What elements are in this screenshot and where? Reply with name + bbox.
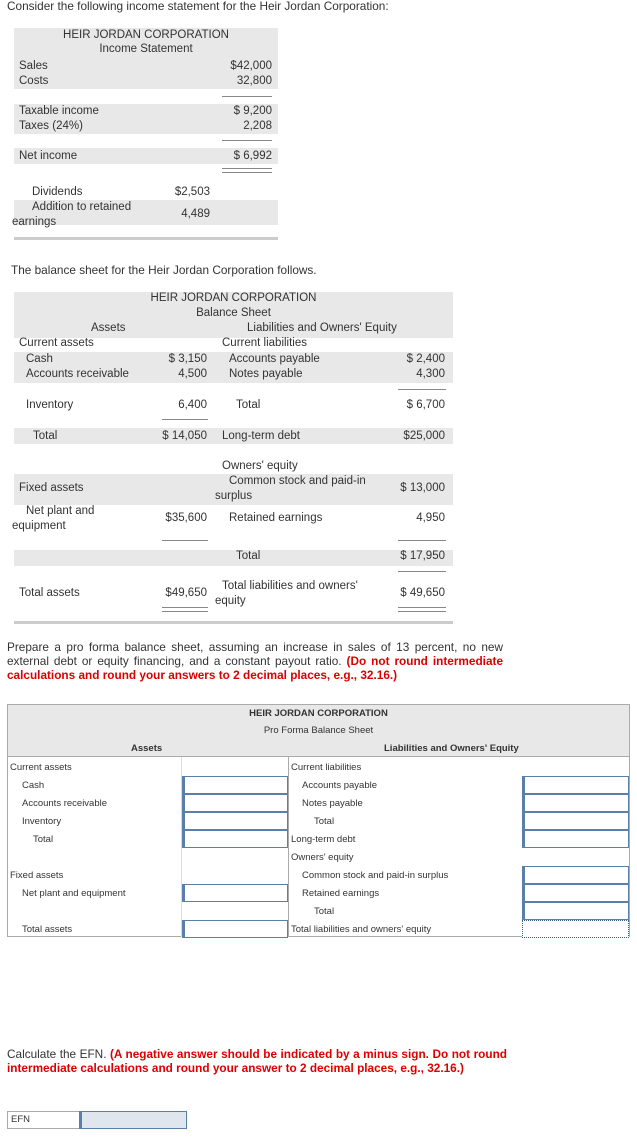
pf-ca-total-field[interactable] [185, 831, 287, 847]
current-liabilities-label: Current liabilities [222, 337, 308, 349]
intro-balance-text: The balance sheet for the Heir Jordan Corporation follows. [11, 263, 317, 277]
pf-re-label: Retained earnings [302, 888, 380, 899]
income-company: HEIR JORDAN CORPORATION [63, 29, 229, 41]
bs-inv-label: Inventory [26, 399, 74, 411]
bs-ta-label: Total assets [19, 587, 80, 599]
pf-npe-input[interactable] [182, 884, 288, 902]
bs-ca-total-value: $ 14,050 [162, 430, 207, 442]
bs-cash-value: $ 3,150 [168, 353, 207, 365]
pf-cs-input[interactable] [522, 866, 629, 884]
efn-label: EFN [11, 1114, 30, 1125]
dividends-label: Dividends [32, 186, 83, 198]
pf-ltd-field[interactable] [525, 831, 628, 847]
pf-tle-input[interactable] [522, 920, 629, 938]
intro-income-text: Consider the following income statement for the Heir Jordan Corporation: [7, 0, 389, 13]
bs-cash-label: Cash [26, 353, 53, 365]
pf-np-field[interactable] [525, 795, 628, 811]
taxable-value: $ 9,200 [233, 105, 272, 117]
pf-current-liabilities: Current liabilities [291, 762, 362, 773]
pf-ap-input[interactable] [522, 776, 629, 794]
sales-value: $42,000 [230, 60, 272, 72]
pf-inv-label: Inventory [22, 816, 62, 827]
balance-liab-header: Liabilities and Owners' Equity [247, 322, 397, 334]
dividends-value: $2,503 [174, 186, 210, 198]
pf-ar-label: Accounts receivable [22, 798, 108, 809]
bs-fixed-label: Fixed assets [19, 482, 84, 494]
pf-ap-label: Accounts payable [302, 780, 377, 791]
bs-ltd-value: $25,000 [403, 430, 445, 442]
proforma-assets-header: Assets [131, 743, 163, 754]
pf-oe-total-label: Total [314, 906, 335, 917]
pf-ar-input[interactable] [182, 794, 288, 812]
pf-inv-input[interactable] [182, 812, 288, 830]
pf-cs-field[interactable] [525, 867, 628, 883]
pf-cs-label: Common stock and paid-in surplus [302, 870, 449, 881]
pf-ltd-input[interactable] [522, 830, 629, 848]
pf-ap-field[interactable] [525, 777, 628, 793]
balance-company: HEIR JORDAN CORPORATION [150, 292, 317, 304]
bs-cl-total-value: $ 6,700 [406, 399, 445, 411]
bs-re-value: 4,950 [416, 512, 445, 524]
taxable-label: Taxable income [19, 105, 99, 117]
pf-npe-field[interactable] [185, 885, 287, 901]
pf-re-field[interactable] [525, 885, 628, 901]
pf-ltd-label: Long-term debt [291, 834, 356, 845]
pf-current-assets: Current assets [10, 762, 72, 773]
bs-ap-value: $ 2,400 [406, 353, 445, 365]
bs-npe-value: $35,600 [165, 512, 207, 524]
bs-ar-value: 4,500 [178, 368, 207, 380]
pf-cl-total-input[interactable] [522, 812, 629, 830]
bs-ap-label: Accounts payable [229, 353, 320, 365]
pf-ca-total-input[interactable] [182, 830, 288, 848]
pf-ta-input[interactable] [182, 920, 288, 938]
prompt-2-instructions: (A negative answer should be indicated by a minus sign. Do not round intermediate calculations and round your answer to 2 decimal places, e.g., 32.16.) [7, 1047, 507, 1075]
bs-tle-label-2: equity [215, 595, 246, 607]
pf-oe-label: Owners' equity [291, 852, 354, 863]
balance-bottom-rule [14, 621, 453, 624]
bs-cs-label-2: surplus [215, 490, 253, 502]
costs-underline [222, 96, 272, 97]
pf-ta-field[interactable] [185, 921, 287, 937]
bs-tle-value: $ 49,650 [400, 587, 445, 599]
pf-tle-field[interactable] [523, 921, 628, 937]
retained-label-1: Addition to retained [32, 201, 132, 213]
pf-npe-label: Net plant and equipment [22, 888, 126, 899]
bs-tle-label-1: Total liabilities and owners' [222, 580, 358, 592]
pf-np-label: Notes payable [302, 798, 363, 809]
net-income-value: $ 6,992 [233, 150, 272, 162]
pf-cl-total-label: Total [314, 816, 335, 827]
bs-ar-label: Accounts receivable [26, 368, 129, 380]
proforma-company: HEIR JORDAN CORPORATION [249, 708, 388, 719]
income-bottom-rule [14, 237, 278, 240]
np-underline [398, 389, 446, 390]
bs-ltd-label: Long-term debt [222, 430, 300, 442]
proforma-header-rule [8, 756, 629, 757]
pf-oe-total-input[interactable] [522, 902, 629, 920]
sales-label: Sales [19, 60, 48, 72]
retained-label-2: earnings [12, 216, 57, 228]
current-assets-label: Current assets [19, 337, 94, 349]
income-title: Income Statement [99, 43, 193, 55]
efn-field[interactable] [82, 1112, 186, 1128]
net-income-double-underline [222, 168, 272, 173]
prompt-1 [7, 640, 503, 682]
efn-input[interactable] [79, 1111, 187, 1129]
bs-npe-label-1: Net plant and [26, 505, 95, 517]
bs-cl-total-label: Total [236, 399, 261, 411]
pf-ar-field[interactable] [185, 795, 287, 811]
retained-value: 4,489 [181, 208, 210, 220]
inv-underline [162, 419, 208, 420]
bs-ta-value: $49,650 [165, 587, 207, 599]
pf-tle-label: Total liabilities and owners' equity [291, 924, 432, 935]
pf-cl-total-field[interactable] [525, 813, 628, 829]
re-underline [398, 540, 446, 541]
costs-value: 32,800 [236, 75, 272, 87]
bs-re-label: Retained earnings [229, 512, 323, 524]
proforma-title: Pro Forma Balance Sheet [263, 725, 374, 736]
bs-np-label: Notes payable [229, 368, 303, 380]
pf-fixed-label: Fixed assets [10, 870, 64, 881]
net-income-label: Net income [19, 150, 78, 162]
taxes-label: Taxes (24%) [19, 120, 83, 132]
bs-npe-label-2: equipment [12, 520, 66, 532]
pf-cash-field[interactable] [185, 777, 287, 793]
prompt-1-text: Prepare a pro forma balance sheet, assuming an increase in sales of 13 percent, no new external debt or equity financing, and a constant payout ratio. [7, 640, 503, 668]
bs-ca-total-label: Total [33, 430, 58, 442]
proforma-liab-header: Liabilities and Owners' Equity [384, 743, 519, 754]
pf-cash-label: Cash [22, 780, 45, 791]
bs-np-value: 4,300 [416, 368, 445, 380]
bs-oe-total-value: $ 17,950 [400, 550, 445, 562]
taxes-value: 2,208 [243, 120, 272, 132]
prompt-1-instructions: (Do not round intermediate calculations and round your answers to 2 decimal places, e.g., 32.16.) [7, 654, 503, 682]
balance-title: Balance Sheet [196, 307, 271, 319]
tle-double-underline [398, 607, 446, 612]
ta-double-underline [162, 607, 208, 612]
prompt-2-text: Calculate the EFN. [7, 1047, 107, 1061]
bs-cs-value: $ 13,000 [400, 482, 445, 494]
bs-cs-label-1: Common stock and paid-in [229, 475, 366, 487]
pf-oe-total-field[interactable] [525, 903, 628, 919]
pf-re-input[interactable] [522, 884, 629, 902]
proforma-column-divider [288, 757, 289, 937]
balance-assets-header: Assets [91, 322, 126, 334]
bs-inv-value: 6,400 [178, 399, 207, 411]
npe-underline [162, 540, 208, 541]
pf-inv-field[interactable] [185, 813, 287, 829]
pf-ca-total-label: Total [33, 834, 54, 845]
costs-label: Costs [19, 75, 49, 87]
bs-oe-total-label: Total [236, 550, 261, 562]
taxes-underline [222, 140, 272, 141]
pf-cash-input[interactable] [182, 776, 288, 794]
prompt-2 [7, 1047, 507, 1075]
pf-ta-label: Total assets [22, 924, 73, 935]
oe-total-underline [398, 571, 446, 572]
pf-np-input[interactable] [522, 794, 629, 812]
bs-oe-label: Owners' equity [222, 460, 298, 472]
